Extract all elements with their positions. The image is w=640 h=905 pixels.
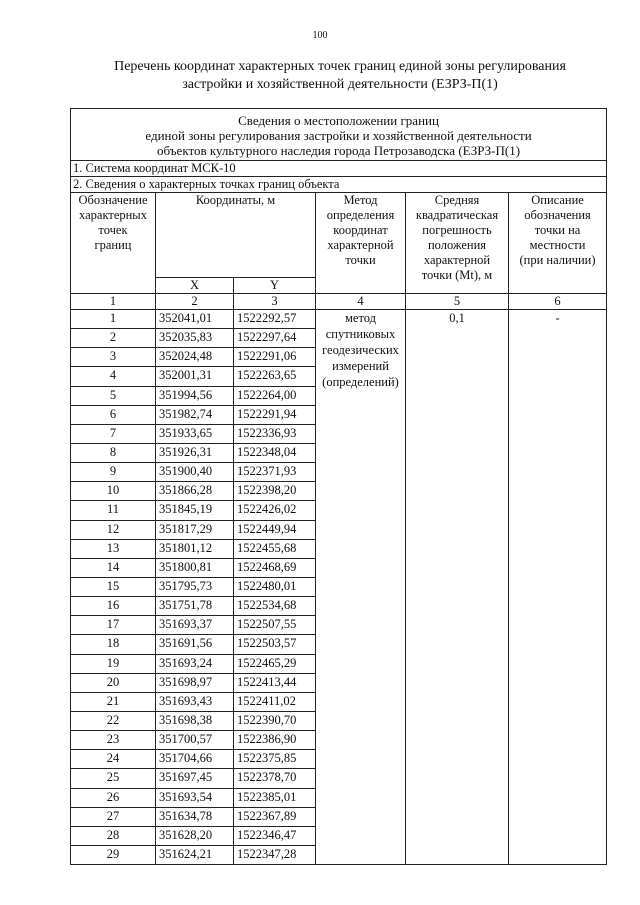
column-header-point-line-4: границ xyxy=(94,238,132,252)
method-value-line-2: спутниковых xyxy=(325,327,396,341)
coordinate-y: 1522534,68 xyxy=(234,597,316,616)
method-value-line-1: метод xyxy=(344,311,376,325)
coordinate-y: 1522426,02 xyxy=(234,501,316,520)
column-header-method-line-3: координат xyxy=(333,223,388,237)
coordinate-y: 1522413,44 xyxy=(234,673,316,692)
column-header-point xyxy=(71,193,156,294)
column-number-1: 1 xyxy=(71,294,156,310)
error-value: 0,1 xyxy=(406,310,509,865)
column-header-error xyxy=(406,193,509,294)
point-number: 9 xyxy=(71,463,156,482)
column-header-method-line-2: определения xyxy=(326,208,395,222)
coordinate-y: 1522507,55 xyxy=(234,616,316,635)
column-header-error-line-6: точки (Mt), м xyxy=(421,268,493,282)
coordinate-x: 351751,78 xyxy=(156,597,234,616)
column-header-description-line-2: обозначения xyxy=(524,208,591,222)
column-header-description-line-4: местности xyxy=(529,238,586,252)
coordinate-x: 352041,01 xyxy=(156,310,234,329)
coordinate-y: 1522264,00 xyxy=(234,386,316,405)
column-header-coordinates: Координаты, м xyxy=(156,193,316,278)
coordinate-x: 351693,43 xyxy=(156,692,234,711)
point-number: 23 xyxy=(71,731,156,750)
column-header-error-line-1: Средняя xyxy=(434,193,480,207)
coordinate-y: 1522503,57 xyxy=(234,635,316,654)
point-number: 24 xyxy=(71,750,156,769)
method-value xyxy=(316,310,406,865)
coordinate-y: 1522297,64 xyxy=(234,329,316,348)
coordinate-x: 352024,48 xyxy=(156,348,234,367)
coordinate-x: 351845,19 xyxy=(156,501,234,520)
coordinate-y: 1522291,06 xyxy=(234,348,316,367)
coordinate-y: 1522398,20 xyxy=(234,482,316,501)
coordinate-x: 351982,74 xyxy=(156,405,234,424)
coordinate-y: 1522385,01 xyxy=(234,788,316,807)
column-header-method-line-1: Метод xyxy=(343,193,378,207)
coordinate-y: 1522375,85 xyxy=(234,750,316,769)
column-header-point-line-1: Обозначение xyxy=(78,193,148,207)
column-header-method-line-5: точки xyxy=(345,253,376,267)
column-header-error-line-2: квадратическая xyxy=(415,208,499,222)
coordinate-x: 352035,83 xyxy=(156,329,234,348)
method-value-line-3: геодезических xyxy=(322,343,399,357)
column-header-error-line-3: погрешность xyxy=(422,223,492,237)
column-header-point-line-2: характерных xyxy=(79,208,147,222)
coordinate-x: 351698,97 xyxy=(156,673,234,692)
point-number: 29 xyxy=(71,845,156,864)
table-row xyxy=(71,310,607,329)
coordinate-x: 351800,81 xyxy=(156,558,234,577)
document-title-line-2: застройки и хозяйственной деятельности (ЕЗРЗ-П(1) xyxy=(182,77,498,92)
page-number: 100 xyxy=(312,30,328,41)
point-number: 14 xyxy=(71,558,156,577)
point-number: 25 xyxy=(71,769,156,788)
coordinate-y: 1522263,65 xyxy=(234,367,316,386)
points-info-row: 2. Сведения о характерных точках границ объекта xyxy=(71,177,607,193)
coordinate-x: 351693,37 xyxy=(156,616,234,635)
point-number: 8 xyxy=(71,443,156,462)
document-title-line-1: Перечень координат характерных точек границ единой зоны регулирования xyxy=(114,59,566,74)
column-header-description xyxy=(509,193,607,294)
coordinate-y: 1522386,90 xyxy=(234,731,316,750)
coordinate-x: 352001,31 xyxy=(156,367,234,386)
point-number: 4 xyxy=(71,367,156,386)
coordinate-y: 1522390,70 xyxy=(234,711,316,730)
point-number: 16 xyxy=(71,597,156,616)
coordinate-y: 1522292,57 xyxy=(234,310,316,329)
column-header-x: X xyxy=(156,278,234,294)
point-number: 13 xyxy=(71,539,156,558)
coordinates-table xyxy=(70,108,607,865)
point-number: 7 xyxy=(71,424,156,443)
method-value-line-5: (определений) xyxy=(322,375,399,389)
column-header-y: Y xyxy=(234,278,316,294)
coordinate-x: 351693,24 xyxy=(156,654,234,673)
coordinate-x: 351817,29 xyxy=(156,520,234,539)
column-header-method-line-4: характерной xyxy=(327,238,394,252)
point-number: 11 xyxy=(71,501,156,520)
column-header-method xyxy=(316,193,406,294)
point-number: 2 xyxy=(71,329,156,348)
table-header-block xyxy=(71,109,607,161)
coordinate-x: 351700,57 xyxy=(156,731,234,750)
method-value-line-4: измерений xyxy=(332,359,389,373)
coordinate-x: 351628,20 xyxy=(156,826,234,845)
column-number-4: 4 xyxy=(316,294,406,310)
coordinate-x: 351704,66 xyxy=(156,750,234,769)
coordinate-y: 1522291,94 xyxy=(234,405,316,424)
point-number: 17 xyxy=(71,616,156,635)
coordinate-y: 1522367,89 xyxy=(234,807,316,826)
coordinate-y: 1522348,04 xyxy=(234,443,316,462)
coordinate-y: 1522480,01 xyxy=(234,577,316,596)
table-header-line-2: единой зоны регулирования застройки и хозяйственной деятельности xyxy=(145,128,532,143)
point-number: 6 xyxy=(71,405,156,424)
point-number: 19 xyxy=(71,654,156,673)
coordinate-x: 351697,45 xyxy=(156,769,234,788)
coordinate-y: 1522449,94 xyxy=(234,520,316,539)
coordinate-y: 1522347,28 xyxy=(234,845,316,864)
column-number-5: 5 xyxy=(406,294,509,310)
coordinate-x: 351624,21 xyxy=(156,845,234,864)
coordinate-y: 1522378,70 xyxy=(234,769,316,788)
coordinate-x: 351634,78 xyxy=(156,807,234,826)
coordinate-y: 1522346,47 xyxy=(234,826,316,845)
coordinate-system-row: 1. Система координат МСК-10 xyxy=(71,161,607,177)
coordinate-y: 1522468,69 xyxy=(234,558,316,577)
coordinate-y: 1522455,68 xyxy=(234,539,316,558)
point-number: 26 xyxy=(71,788,156,807)
column-number-6: 6 xyxy=(509,294,607,310)
table-header-line-1: Сведения о местоположении границ xyxy=(238,113,439,128)
document-title xyxy=(80,58,600,94)
column-header-description-line-1: Описание xyxy=(531,193,584,207)
point-number: 27 xyxy=(71,807,156,826)
coordinate-x: 351795,73 xyxy=(156,577,234,596)
coordinate-y: 1522371,93 xyxy=(234,463,316,482)
coordinate-x: 351933,65 xyxy=(156,424,234,443)
description-value: - xyxy=(509,310,607,865)
point-number: 12 xyxy=(71,520,156,539)
point-number: 1 xyxy=(71,310,156,329)
point-number: 28 xyxy=(71,826,156,845)
table-header-line-3: объектов культурного наследия города Петрозаводска (ЕЗРЗ-П(1) xyxy=(157,143,521,158)
coordinate-y: 1522465,29 xyxy=(234,654,316,673)
point-number: 22 xyxy=(71,711,156,730)
coordinate-x: 351693,54 xyxy=(156,788,234,807)
coordinate-x: 351926,31 xyxy=(156,443,234,462)
point-number: 5 xyxy=(71,386,156,405)
point-number: 15 xyxy=(71,577,156,596)
point-number: 3 xyxy=(71,348,156,367)
column-header-description-line-3: точки на xyxy=(534,223,581,237)
point-number: 21 xyxy=(71,692,156,711)
column-number-3: 3 xyxy=(234,294,316,310)
coordinate-y: 1522336,93 xyxy=(234,424,316,443)
column-number-2: 2 xyxy=(156,294,234,310)
coordinate-x: 351801,12 xyxy=(156,539,234,558)
point-number: 18 xyxy=(71,635,156,654)
column-header-error-line-5: характерной xyxy=(423,253,491,267)
column-header-description-line-5: (при наличии) xyxy=(519,253,596,267)
coordinate-y: 1522411,02 xyxy=(234,692,316,711)
column-header-error-line-4: положения xyxy=(427,238,487,252)
coordinate-x: 351698,38 xyxy=(156,711,234,730)
coordinate-x: 351866,28 xyxy=(156,482,234,501)
coordinate-x: 351900,40 xyxy=(156,463,234,482)
coordinate-x: 351994,56 xyxy=(156,386,234,405)
point-number: 20 xyxy=(71,673,156,692)
coordinate-x: 351691,56 xyxy=(156,635,234,654)
column-header-point-line-3: точек xyxy=(98,223,128,237)
point-number: 10 xyxy=(71,482,156,501)
